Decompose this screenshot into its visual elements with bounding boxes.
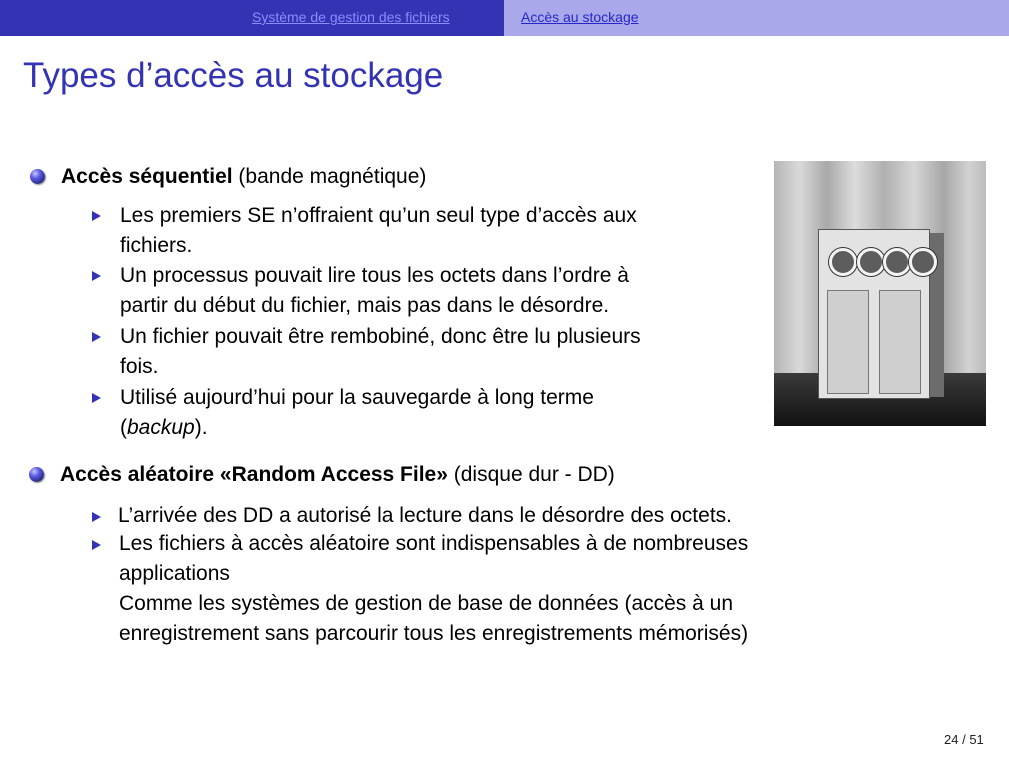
item-heading: Accès aléatoire «Random Access File» — [60, 463, 448, 486]
tape-drive-photo — [774, 161, 986, 426]
triangle-bullet-icon — [92, 332, 101, 342]
page-number: 24 / 51 — [944, 732, 984, 747]
triangle-bullet-icon — [92, 211, 101, 221]
item-heading: Accès séquentiel — [61, 165, 233, 188]
nav-link-section[interactable]: Système de gestion des fichiers — [252, 9, 450, 25]
nav-subsection-cell — [504, 0, 1009, 36]
list-item: Les fichiers à accès aléatoire sont indispensables à de nombreuses applications Comme les systèmes de gestion de base de données (accès à un enregistrement sans parcourir tous les enregistrements mémorisés) — [119, 532, 749, 645]
bullet-ball-icon — [30, 169, 45, 184]
list-item: Un processus pouvait lire tous les octets dans l’ordre à partir du début du fichier, mais pas dans le désordre. — [120, 264, 629, 317]
nav-section-cell — [0, 0, 504, 36]
list-item-sequential — [61, 165, 426, 189]
slide-title: Types d’accès au stockage — [23, 56, 444, 95]
list-item: L’arrivée des DD a autorisé la lecture dans le désordre des octets. — [118, 504, 732, 527]
bullet-ball-icon — [29, 467, 44, 482]
navigation-bar — [0, 0, 1009, 36]
list-item: Les premiers SE n’offraient qu’un seul type d’accès aux fichiers. — [120, 204, 637, 257]
triangle-bullet-icon — [92, 393, 101, 403]
item-subtitle: (disque dur - DD) — [447, 463, 615, 486]
triangle-bullet-icon — [92, 271, 101, 281]
list-item: Un fichier pouvait être rembobiné, donc être lu plusieurs fois. — [120, 325, 641, 378]
nav-link-subsection[interactable]: Accès au stockage — [521, 9, 639, 25]
triangle-bullet-icon — [92, 540, 101, 550]
list-item-random-access — [60, 463, 615, 487]
list-item: Utilisé aujourd’hui pour la sauvegarde à long terme (backup). — [120, 386, 594, 439]
item-subtitle: (bande magnétique) — [232, 165, 427, 188]
triangle-bullet-icon — [92, 512, 101, 522]
